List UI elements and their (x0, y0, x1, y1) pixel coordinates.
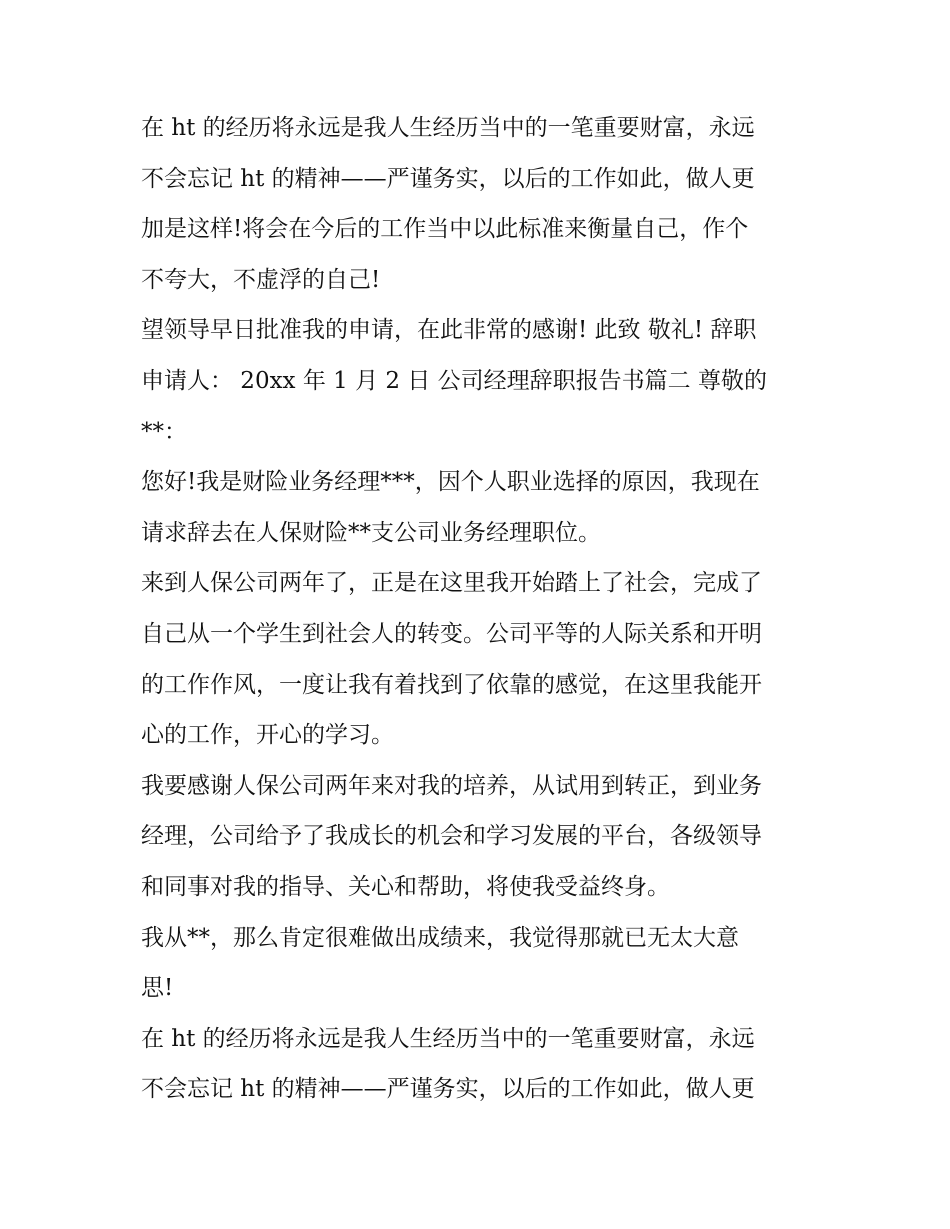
text-line: 我从**，那么肯定很难做出成绩来，我觉得那就已无太大意 (141, 924, 739, 951)
text-line: 经理，公司给予了我成长的机会和学习发展的平台，各级领导 (141, 823, 762, 850)
text-line: 的工作作风，一度让我有着找到了依靠的感觉，在这里我能开 (141, 671, 762, 698)
text-line: 不夸大，不虚浮的自己! (141, 266, 381, 293)
text-line: 您好!我是财险业务经理***，因个人职业选择的原因，我现在 (141, 469, 760, 496)
text-line: 不会忘记 ht 的精神——严谨务实，以后的工作如此，做人更 (141, 165, 755, 192)
text-line: 思! (141, 975, 174, 1002)
text-line: 心的工作，开心的学习。 (141, 722, 394, 749)
text-line: 望领导早日批准我的申请，在此非常的感谢! 此致 敬礼! 辞职 (141, 317, 757, 344)
text-line: 我要感谢人保公司两年来对我的培养，从试用到转正，到业务 (141, 772, 762, 799)
text-line: 在 ht 的经历将永远是我人生经历当中的一笔重要财富，永远 (141, 1025, 755, 1052)
text-line: 加是这样!将会在今后的工作当中以此标准来衡量自己，作个 (141, 216, 749, 243)
text-line: 申请人： 20xx 年 1 月 2 日 公司经理辞职报告书篇二 尊敬的 (141, 367, 767, 394)
document-body (141, 103, 821, 1115)
text-line: 来到人保公司两年了，正是在这里我开始踏上了社会，完成了 (141, 570, 762, 597)
text-line: 和同事对我的指导、关心和帮助，将使我受益终身。 (141, 873, 670, 900)
text-line: **： (141, 418, 187, 445)
text-line: 不会忘记 ht 的精神——严谨务实，以后的工作如此，做人更 (141, 1076, 755, 1103)
text-line: 在 ht 的经历将永远是我人生经历当中的一笔重要财富，永远 (141, 115, 755, 141)
text-line: 自己从一个学生到社会人的转变。公司平等的人际关系和开明 (141, 620, 762, 647)
text-line: 请求辞去在人保财险**支公司业务经理职位。 (141, 519, 601, 546)
